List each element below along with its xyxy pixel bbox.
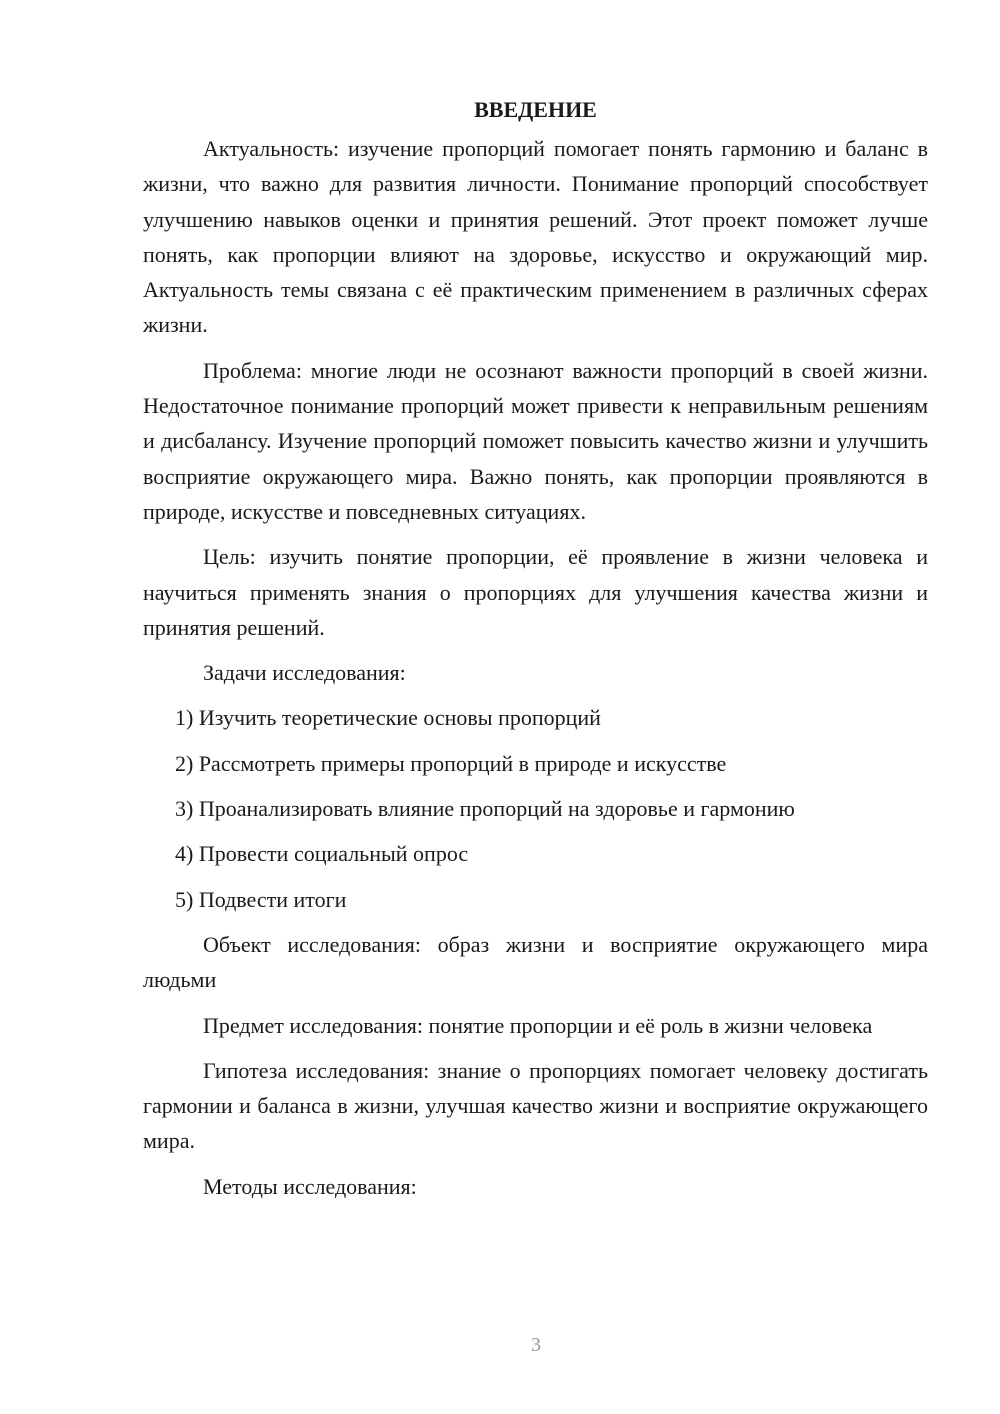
task-item: 4) Провести социальный опрос	[175, 841, 469, 867]
goal-paragraph: Цель: изучить понятие пропорции, её проявление в жизни человека и научиться применять знания о пропорциях для улучшения качества жизни и принятия решений.	[143, 544, 928, 640]
problem-paragraph: Проблема: многие люди не осознают важности пропорций в своей жизни. Недостаточное понимание пропорций может привести к неправильным решениям и дисбалансу. Изучение пропорций поможет повысить качество жизни и улучшить восприятие окружающего мира. Важно понять, как пропорции проявляются в природе, искусстве и повседневных ситуациях.	[143, 357, 928, 524]
task-item: 3) Проанализировать влияние пропорций на здоровье и гармонию	[175, 796, 795, 822]
document-page	[143, 95, 928, 1214]
hypothesis-paragraph: Гипотеза исследования: знание о пропорциях помогает человеку достигать гармонии и баланса в жизни, улучшая качество жизни и восприятие окружающего мира.	[143, 1057, 928, 1154]
page-number: 3	[531, 1334, 541, 1356]
page-title: ВВЕДЕНИЕ	[474, 97, 597, 122]
tasks-heading: Задачи исследования:	[203, 660, 406, 686]
methods-heading: Методы исследования:	[203, 1173, 417, 1199]
task-item: 2) Рассмотреть примеры пропорций в природе и искусстве	[175, 750, 727, 776]
task-item: 5) Подвести итоги	[175, 886, 347, 912]
object-paragraph: Объект исследования: образ жизни и восприятие окружающего мира людьми	[143, 931, 928, 993]
relevance-paragraph: Актуальность: изучение пропорций помогает понять гармонию и баланс в жизни, что важно для развития личности. Понимание пропорций способствует улучшению навыков оценки и принятия решений. Этот проект поможет лучше понять, как пропорции влияют на здоровье, искусство и окружающий мир. Актуальность темы связана с её практическим применением в различных сферах жизни.	[143, 136, 928, 338]
subject-paragraph: Предмет исследования: понятие пропорции и её роль в жизни человека	[203, 1012, 873, 1038]
tasks-list	[143, 700, 928, 916]
task-item: 1) Изучить теоретические основы пропорций	[175, 705, 601, 731]
